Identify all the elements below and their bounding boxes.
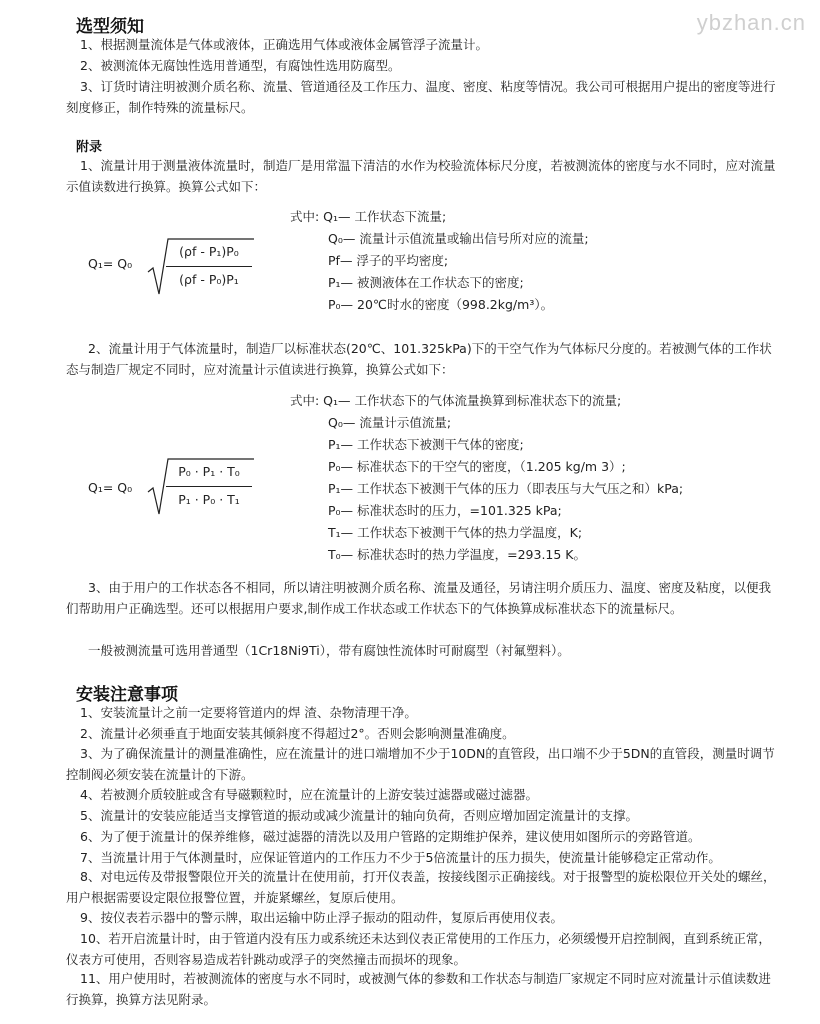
- formula2-denominator: P₁ · P₀ · T₁: [178, 492, 240, 507]
- install-item: 3、为了确保流量计的测量准确性，应在流量计的进口端增加不少于10DN的直管段，出口端不少于5DN的直管段，测量时调节控制阀必须安装在流量计的下游。: [66, 746, 775, 782]
- formula2-lhs: Q₁= Q₀: [88, 480, 133, 495]
- formula1-lhs: Q₁= Q₀: [88, 256, 133, 271]
- install-item: 1、安装流量计之前一定要将管道内的焊 渣、杂物清理干净。: [80, 705, 417, 720]
- def2-row: P₁— 工作状态下被测干气体的密度;: [328, 437, 524, 452]
- def2-row: T₁— 工作状态下被测干气体的热力学温度，K;: [328, 525, 583, 540]
- install-item: 4、若被测介质较脏或含有导磁颗粒时，应在流量计的上游安装过滤器或磁过滤器。: [80, 787, 538, 802]
- install-heading: 安装注意事项: [76, 685, 178, 705]
- selection-item-2: 2、被测流体无腐蚀性选用普通型，有腐蚀性选用防腐型。: [80, 58, 401, 73]
- install-item: 10、若开启流量计时，由于管道内没有压力或系统还未达到仪表正常使用的工作压力，必须缓慢开启控制阀，直到系统正常，仪表方可使用，否则容易造成若针跳动或浮子的突然撞击而损坏的现象。: [66, 931, 771, 967]
- formula2-numerator: P₀ · P₁ · T₀: [178, 464, 240, 479]
- install-item: 11、用户使用时，若被测流体的密度与水不同时，或被测气体的参数和工作状态与制造厂家规定不同时应对流量计示值读数进行换算，换算方法见附录。: [66, 971, 771, 1007]
- def1-row: 式中: Q₁— 工作状态下流量;: [290, 209, 447, 224]
- appendix-liquid-intro: 1、流量计用于测量液体流量时，制造厂是用常温下清洁的水作为校验流体标尺分度，若被测流体的密度与水不同时，应对流量示值读数进行换算。换算公式如下：: [66, 158, 776, 194]
- formula1-definitions: [290, 206, 790, 316]
- def2-row: Q₀— 流量计示值流量;: [328, 415, 452, 430]
- formula2-definitions: [290, 390, 790, 566]
- install-item: 8、对电远传及带报警限位开关的流量计在使用前，打开仪表盖，按接线图示正确接线。对于报警型的旋松限位开关处的螺丝，用户根据需要设定限位报警位置，并旋紧螺丝，复原后使用。: [66, 869, 776, 905]
- appendix-note-3: 3、由于用户的工作状态各不相同，所以请注明被测介质名称、流量及通径，另请注明介质压力、温度、密度及粘度，以便我们帮助用户正确选型。还可以根据用户要求,制作成工作状态或工作状态下的气体换算成标准状态下的流量标尺。: [66, 580, 771, 616]
- formula1-fraction-line: [166, 266, 252, 267]
- def1-row: Pf— 浮子的平均密度;: [328, 253, 449, 268]
- install-item: 6、为了便于流量计的保养维修，磁过滤器的清洗以及用户管路的定期维护保养，建议使用如图所示的旁路管道。: [80, 829, 701, 844]
- appendix-heading: 附录: [76, 140, 103, 155]
- def2-row: P₀— 标准状态下的干空气的密度，（1.205 kg/m 3）;: [328, 459, 626, 474]
- formula1-numerator: (ρf - P₁)P₀: [179, 244, 239, 259]
- watermark: ybzhan.cn: [696, 10, 806, 35]
- def2-row: 式中: Q₁— 工作状态下的气体流量换算到标准状态下的流量;: [290, 393, 622, 408]
- appendix-gas-intro: 2、流量计用于气体流量时，制造厂以标准状态(20℃、101.325kPa)下的干空气作为气体标尺分度的。若被测气体的工作状态与制造厂规定不同时，应对流量计示值读进行换算，换算公式如下：: [66, 341, 772, 377]
- appendix-general-note: 一般被测流量可选用普通型（1Cr18Ni9Ti），带有腐蚀性流体时可耐腐型（衬氟塑料）。: [88, 643, 570, 658]
- formula2-fraction-line: [166, 486, 252, 487]
- install-item: 5、流量计的安装应能适当支撑管道的振动或减少流量计的轴向负荷，否则应增加固定流量计的支撑。: [80, 808, 638, 823]
- def1-row: P₀— 20℃时水的密度（998.2kg/m³）。: [328, 297, 554, 312]
- def1-row: P₁— 被测液体在工作状态下的密度;: [328, 275, 524, 290]
- formula1-denominator: (ρf - P₀)P₁: [179, 272, 239, 287]
- def1-row: Q₀— 流量计示值流量或输出信号所对应的流量;: [328, 231, 589, 246]
- selection-item-3: 3、订货时请注明被测介质名称、流量、管道通径及工作压力、温度、密度、粘度等情况。我公司可根据用户提出的密度等进行刻度修正，制作特殊的流量标尺。: [66, 79, 776, 115]
- install-item: 7、当流量计用于气体测量时，应保证管道内的工作压力不少于5倍流量计的压力损失，使流量计能够稳定正常动作。: [80, 850, 721, 865]
- selection-item-1: 1、根据测量流体是气体或液体，正确选用气体或液体金属管浮子流量计。: [80, 37, 488, 52]
- install-item: 9、按仪表若示器中的警示牌，取出运输中防止浮子振动的阻动件，复原后再使用仪表。: [80, 910, 563, 925]
- def2-row: T₀— 标准状态时的热力学温度，=293.15 K。: [328, 547, 587, 562]
- def2-row: P₁— 工作状态下被测干气体的压力（即表压与大气压之和）kPa;: [328, 481, 684, 496]
- def2-row: P₀— 标准状态时的压力，=101.325 kPa;: [328, 503, 562, 518]
- install-item: 2、流量计必须垂直于地面安装其倾斜度不得超过2°。否则会影响测量准确度。: [80, 726, 515, 741]
- selection-heading: 选型须知: [76, 17, 144, 37]
